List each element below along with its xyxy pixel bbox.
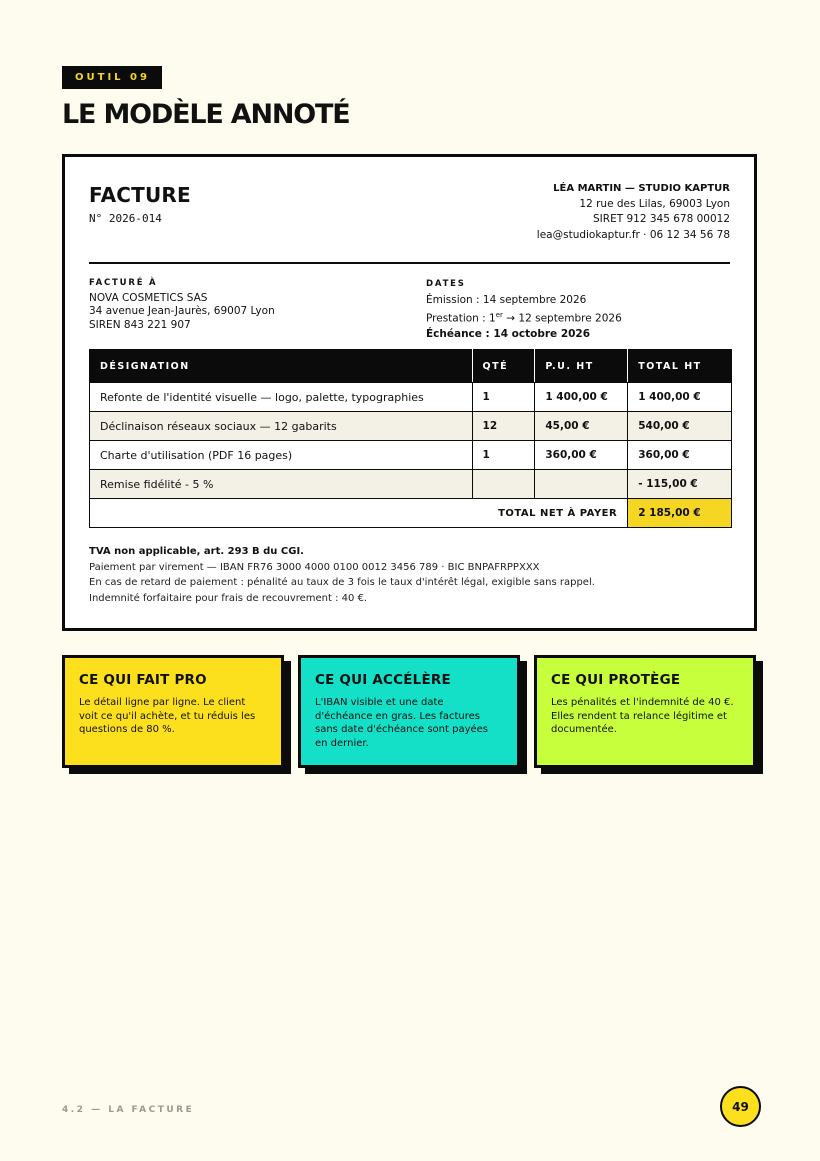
col-header-designation: DÉSIGNATION <box>90 350 473 383</box>
col-header-qty: QTÉ <box>472 350 535 383</box>
row-unit-price <box>535 470 628 499</box>
billed-to-label: FACTURÉ À <box>89 278 158 288</box>
invoice-sheet <box>62 154 757 631</box>
table-row <box>90 412 732 441</box>
header-divider <box>89 262 730 264</box>
card-text: Le détail ligne par ligne. Le client voit ce qu'il achète, et tu réduis les questions de 80 %. <box>79 697 256 735</box>
row-designation: Déclinaison réseaux sociaux — 12 gabarits <box>90 412 473 441</box>
row-total: 360,00 € <box>628 441 732 470</box>
card-text: L'IBAN visible et une date d'échéance en gras. Les factures sans date d'échéance sont payées en dernier. <box>315 697 488 749</box>
legal-notes <box>89 544 595 606</box>
footer-section: 4.2 — LA FACTURE <box>62 1105 195 1115</box>
row-designation: Remise fidélité - 5 % <box>90 470 473 499</box>
invoice-title: FACTURE <box>89 183 191 207</box>
recovery-fee: Indemnité forfaitaire pour frais de recouvrement : 40 €. <box>89 592 368 604</box>
late-penalty: En cas de retard de paiement : pénalité au taux de 3 fois le taux d'intérêt légal, exigible sans rappel. <box>89 577 595 588</box>
table-row <box>90 441 732 470</box>
row-qty: 1 <box>472 383 535 412</box>
annotation-card-speed <box>298 655 520 768</box>
row-total: 540,00 € <box>628 412 732 441</box>
billed-to-block <box>89 277 275 332</box>
client-address: 34 avenue Jean-Jaurès, 69007 Lyon <box>89 305 275 317</box>
page-title: LE MODÈLE ANNOTÉ <box>62 99 350 130</box>
table-row <box>90 470 732 499</box>
issuer-address: 12 rue des Lilas, 69003 Lyon <box>579 197 730 210</box>
annotation-card-protect <box>534 655 756 768</box>
prestation-period: Prestation : 1er → 12 septembre 2026 <box>426 311 622 325</box>
row-unit-price: 360,00 € <box>535 441 628 470</box>
dates-block <box>426 277 622 342</box>
page-number-badge: 49 <box>720 1086 761 1127</box>
row-unit-price: 45,00 € <box>535 412 628 441</box>
annotation-card-pro <box>62 655 284 768</box>
invoice-number: N° 2026-014 <box>89 212 162 225</box>
row-designation: Refonte de l'identité visuelle — logo, palette, typographies <box>90 383 473 412</box>
payment-details: Paiement par virement — IBAN FR76 3000 4000 0100 0012 3456 789 · BIC BNPAFRPPXXX <box>89 561 540 573</box>
issuer-contact: lea@studiokaptur.fr · 06 12 34 56 78 <box>536 228 730 241</box>
row-designation: Charte d'utilisation (PDF 16 pages) <box>90 441 473 470</box>
card-title: CE QUI ACCÉLÈRE <box>315 672 451 688</box>
issuer-block <box>537 181 730 243</box>
total-row <box>90 499 732 528</box>
emission-date: Émission : 14 septembre 2026 <box>426 294 587 306</box>
dates-label: DATES <box>426 279 466 289</box>
row-unit-price: 1 400,00 € <box>535 383 628 412</box>
table-row <box>90 383 732 412</box>
due-date: Échéance : 14 octobre 2026 <box>426 327 591 340</box>
row-total: 1 400,00 € <box>628 383 732 412</box>
col-header-total: TOTAL HT <box>628 350 732 383</box>
invoice-lines-table <box>89 349 732 528</box>
issuer-name: LÉA MARTIN — STUDIO KAPTUR <box>553 183 730 194</box>
card-title: CE QUI PROTÈGE <box>551 672 681 688</box>
tool-tag: OUTIL 09 <box>62 66 162 89</box>
vat-mention: TVA non applicable, art. 293 B du CGI. <box>89 546 304 557</box>
col-header-unit-price: P.U. HT <box>535 350 628 383</box>
row-qty: 1 <box>472 441 535 470</box>
card-text: Les pénalités et l'indemnité de 40 €. Elles rendent ta relance légitime et documentée. <box>551 697 734 735</box>
client-company: NOVA COSMETICS SAS <box>89 291 208 304</box>
row-qty: 12 <box>472 412 535 441</box>
client-siren: SIREN 843 221 907 <box>89 318 191 331</box>
table-header-row <box>90 350 732 383</box>
row-total: - 115,00 € <box>628 470 732 499</box>
issuer-siret: SIRET 912 345 678 00012 <box>593 213 730 225</box>
total-value: 2 185,00 € <box>628 499 732 528</box>
total-label: TOTAL NET À PAYER <box>90 499 628 528</box>
card-title: CE QUI FAIT PRO <box>79 672 207 688</box>
row-qty <box>472 470 535 499</box>
